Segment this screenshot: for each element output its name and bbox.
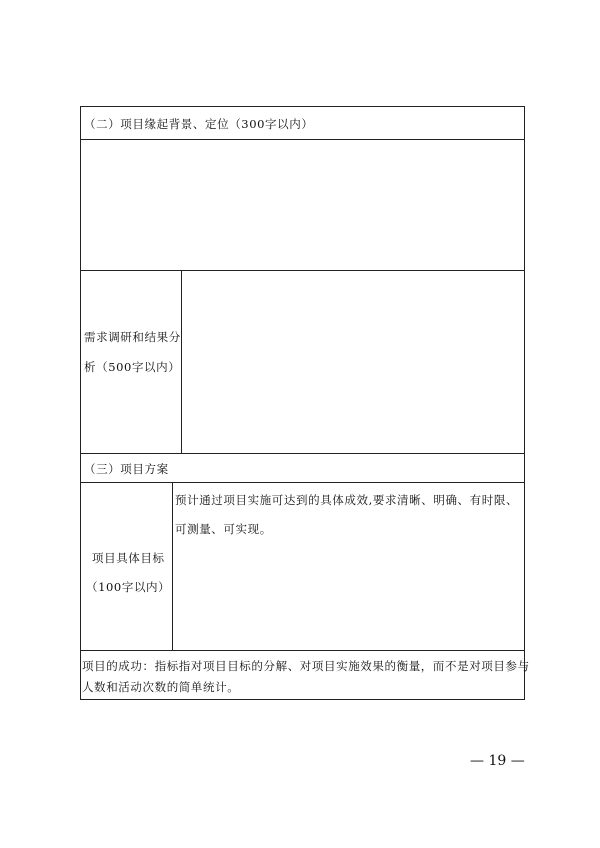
goals-description-line2: 可测量、可实现。 (175, 522, 272, 536)
table-bottom-border (80, 699, 525, 700)
page-number: — 19 — (470, 753, 525, 769)
goals-content-area[interactable] (173, 540, 524, 650)
goals-description-line1: 预计通过项目实施可达到的具体成效,要求清晰、明确、有时限、 (175, 493, 519, 507)
needs-content-area[interactable] (182, 271, 524, 453)
section3-title: （三）项目方案 (84, 462, 169, 476)
section2-content-area[interactable] (81, 140, 524, 270)
goals-bottom-divider (80, 650, 525, 651)
needs-label-line2: 析（500字以内） (84, 360, 181, 374)
table-right-border (524, 106, 525, 700)
section2-title: （二）项目缘起背景、定位（300字以内） (84, 117, 314, 131)
table-top-border (80, 106, 525, 107)
goals-label-line1: 项目具体目标 (92, 551, 165, 565)
section3-divider (80, 482, 525, 483)
goals-label-line2: （100字以内） (86, 580, 171, 594)
success-note-line1: 项目的成功：指标指对项目目标的分解、对项目实施效果的衡量，而不是对项目参与 (82, 659, 530, 673)
success-note-line2: 人数和活动次数的简单统计。 (82, 680, 240, 694)
needs-bottom-divider (80, 453, 525, 454)
needs-label-line1: 需求调研和结果分 (84, 330, 181, 344)
